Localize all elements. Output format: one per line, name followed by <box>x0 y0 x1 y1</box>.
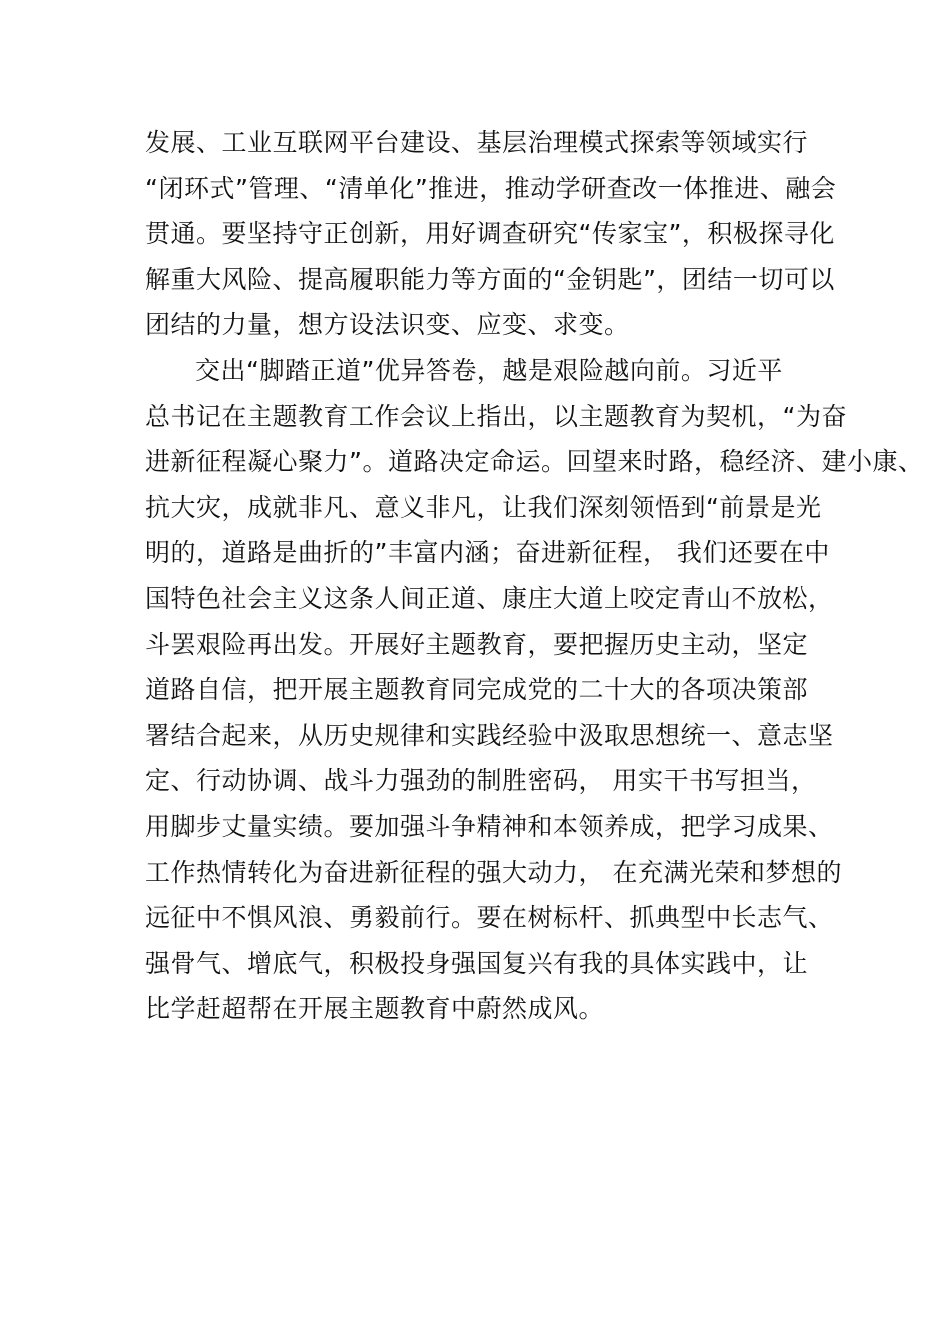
text-line: 工作热情转化为奋进新征程的强大动力， 在充满光荣和梦想的 <box>145 857 842 887</box>
body-text <box>145 120 924 1032</box>
text-line: 强骨气、增底气，积极投身强国复兴有我的具体实践中，让 <box>145 948 809 978</box>
text-line: 斗罢艰险再出发。开展好主题教育，要把握历史主动，坚定 <box>145 629 809 659</box>
text-line: 国特色社会主义这条人间正道、康庄大道上咬定青山不放松， <box>145 583 834 613</box>
text-line: 发展、工业互联网平台建设、基层治理模式探索等领域实行 <box>145 128 809 157</box>
text-line: 道路自信，把开展主题教育同完成党的二十大的各项决策部 <box>145 675 809 705</box>
text-line: 团结的力量，想方设法识变、应变、求变。 <box>145 310 630 340</box>
text-line: “闭环式”管理、“清单化”推进，推动学研查改一体推进、融会 <box>145 173 837 203</box>
text-line: 署结合起来，从历史规律和实践经验中汲取思想统一、意志坚 <box>145 720 834 750</box>
text-line: 抗大灾，成就非凡、意义非凡，让我们深刻领悟到“前景是光 <box>145 492 822 522</box>
text-line: 总书记在主题教育工作会议上指出，以主题教育为契机，“为奋 <box>145 401 847 431</box>
text-line: 进新征程凝心聚力”。道路决定命运。回望来时路，稳经济、建小康、 <box>145 447 924 477</box>
text-line: 解重大风险、提高履职能力等方面的“金钥匙”，团结一切可以 <box>145 264 835 294</box>
text-line: 贯通。要坚持守正创新，用好调查研究“传家宝”，积极探寻化 <box>145 219 835 249</box>
paragraph-1 <box>145 120 835 348</box>
text-line: 定、行动协调、战斗力强劲的制胜密码， 用实干书写担当， <box>145 766 817 796</box>
text-line: 用脚步丈量实绩。要加强斗争精神和本领养成，把学习成果、 <box>145 811 834 841</box>
text-line: 明的，道路是曲折的”丰富内涵；奋进新征程， 我们还要在中 <box>145 538 830 568</box>
paragraph-2 <box>145 348 924 1032</box>
text-line: 远征中不惧风浪、勇毅前行。要在树标杆、抓典型中长志气、 <box>145 903 834 933</box>
text-line: 比学赶超帮在开展主题教育中蔚然成风。 <box>145 994 605 1024</box>
text-line: 交出“脚踏正道”优异答卷，越是艰险越向前。习近平 <box>195 355 783 385</box>
